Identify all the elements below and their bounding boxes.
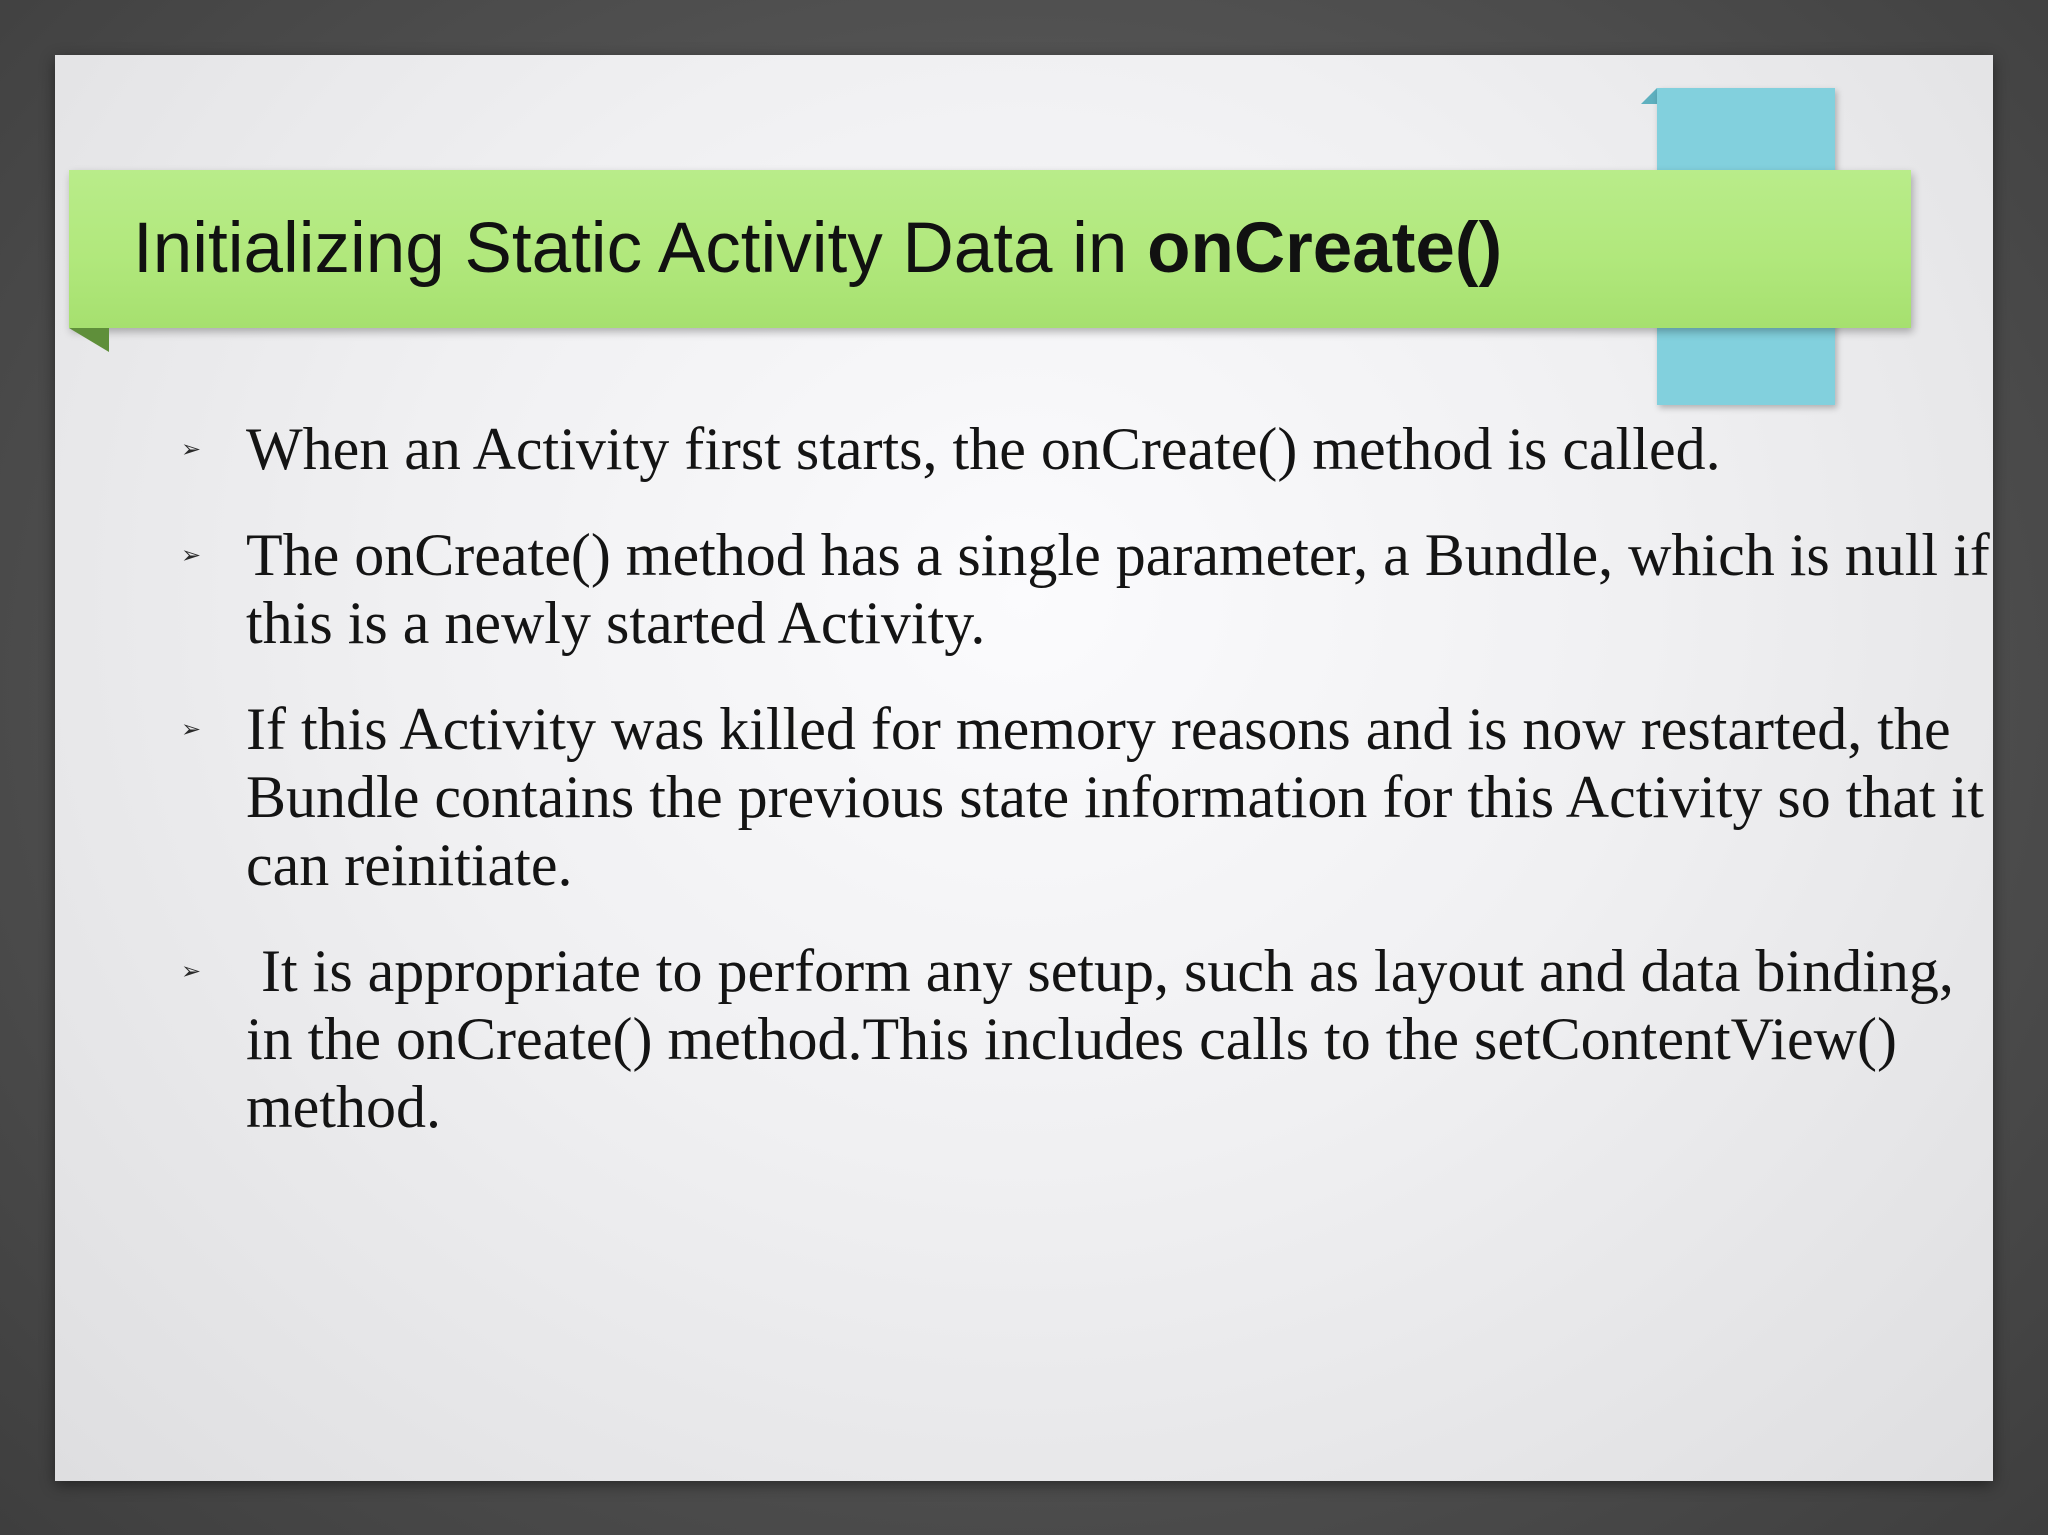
title-banner-fold [69, 328, 109, 352]
accent-fold [1641, 88, 1657, 104]
bullet-arrow-icon: ➢ [181, 435, 202, 463]
bullet-arrow-icon: ➢ [181, 541, 202, 569]
title-regular-text: Initializing Static Activity Data in [133, 209, 1148, 288]
bullet-arrow-icon: ➢ [181, 957, 202, 985]
bullet-arrow-icon: ➢ [181, 715, 202, 743]
bullet-text: If this Activity was killed for memory reasons and is now restarted, the Bundle contains the previous state information for this Activity so that it can reinitiate. [246, 696, 1985, 898]
bullet-item [175, 937, 2015, 1141]
bullet-list [175, 415, 2015, 1179]
slide [55, 55, 1993, 1481]
bullet-text: When an Activity first starts, the onCreate() method is called. [246, 416, 1721, 482]
bullet-item [175, 521, 2015, 657]
bullet-text: It is appropriate to perform any setup, such as layout and data binding, in the onCreate() method.This includes calls to the setContentView() method. [246, 938, 1969, 1140]
bullet-text: The onCreate() method has a single parameter, a Bundle, which is null if this is a newly started Activity. [246, 522, 1990, 656]
bullet-item [175, 695, 2015, 899]
slide-title [133, 170, 1502, 328]
bullet-item [175, 415, 2015, 483]
title-banner [69, 170, 1911, 328]
title-bold-text: onCreate() [1147, 209, 1503, 288]
